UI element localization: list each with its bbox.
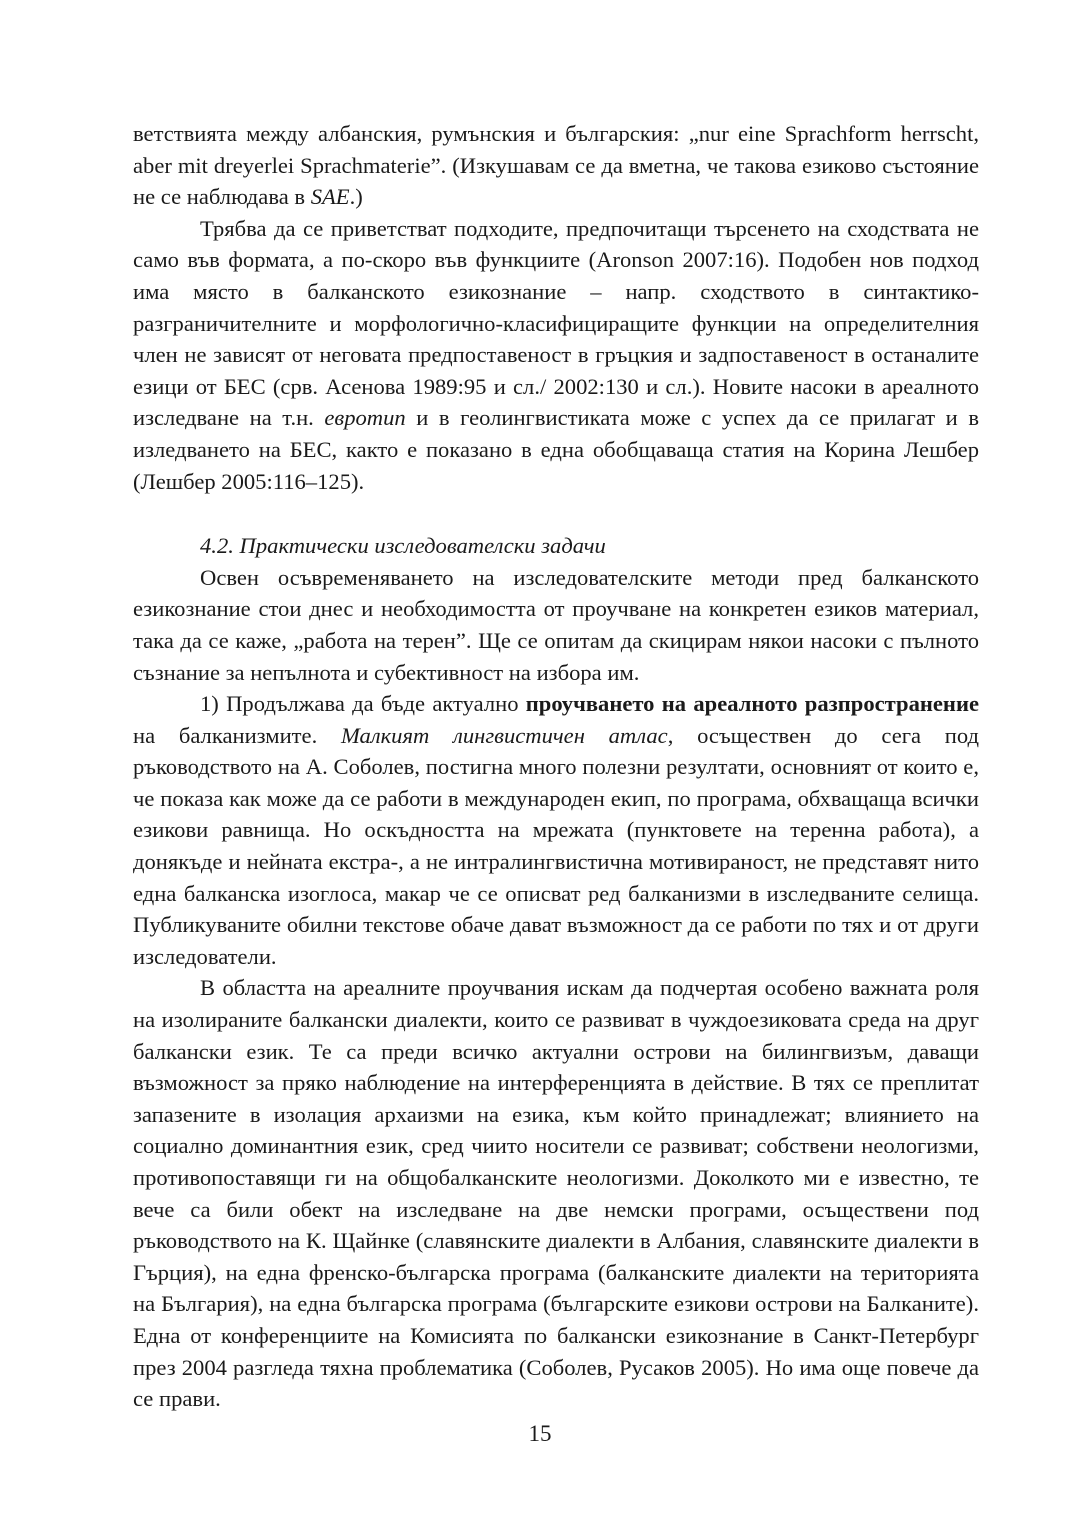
bold-term-areal: проучването на ареалното разпространение: [525, 691, 979, 717]
section-heading: 4.2. Практически изследователски задачи: [200, 533, 606, 559]
paragraph-approaches: Трябва да се приветстват подходите, предпочитащи търсенето на сходствата не само във формата, а по-скоро във функциите (Aronson 2007:16). Подобен нов подход има място в балканското езикознание – напр. сходството в синтактико-разграничителните и морфологично-класифициращите функции на определителния член не зависят от неговата предпоставеност в гръцкия и задпоставеност в останалите езици от БЕС (срв. Асенова 1989:95 и сл./ 2002:130 и сл.). Новите насоки в ареалното изследване на т.н. евротип и в геолингвистиката може с успех да се прилагат и в изледването на БЕС, както е показано в една обобщаваща статия на Корина Лешбер (Лешбер 2005:116–125).: [133, 215, 979, 494]
paragraph-practical-tasks: Освен осъвременяването на изследователските методи пред балканското езикознание стои днес и необходимостта от проучване на конкретен езиков материал, така да се каже, „работа на терен”. Ще се опитам да скицирам някои насоки с пълното съзнание за непълнота и субективност на избора им.: [133, 564, 979, 685]
italic-term-eurotype: евротип: [324, 405, 406, 431]
paragraph-continuation: ветствията между албанския, румънския и българския: „nur eine Sprachform herrscht, aber mit dreyerlei Sprachmaterie”. (Изкушавам се да вметна, че такова езиково състояние не се наблюдава в SAE.): [133, 121, 979, 210]
page-number: 15: [528, 1421, 552, 1446]
italic-term-sae: SAE: [310, 184, 350, 210]
paragraph-areal-distribution: 1) Продължава да бъде актуално проучването на ареалното разпространение на балканизмите. Малкият лингвистичен атлас, осъществен до сега под ръководството на А. Соболев, постигна много полезни резултати, основният от които е, че показа как може да се работи в международен екип, по програма, обхващаща всички езикови равнища. Но оскъдността на мрежата (пунктовете на теренна работа), а донякъде и нейната екстра-, а не интралингвистична мотивираност, не представят нито една балканска изоглоса, макар че се описват ред балканизми в изследваните селища. Публикуваните обилни текстове обаче дават възможност да се работи по тях и от други изследователи.: [133, 691, 979, 969]
page-body: [133, 118, 979, 1415]
italic-title-atlas: Малкият лингвистичен атлас: [340, 722, 668, 748]
paragraph-isolated-dialects: В областта на ареалните проучвания искам да подчертая особено важната роля на изолираните балкански диалекти, които се развиват в чуждоезиковата среда на друг балкански език. Те са преди всичко актуални острови на билингвизъм, даващи възможност за пряко наблюдение на интерференцията в действие. В тях се преплитат запазените в изолация архаизми на езика, към който принадлежат; влиянието на социално доминантния език, сред чиито носители се развиват; собствени неологизми, противопоставящи ги на общобалканските неологизми. Доколкото ми е известно, те вече са били обект на изследване на две немски програми, осъществени под ръководството на К. Щайнке (славянските диалекти в Албания, славянските диалекти в Гърция), на една френско-българска програма (балканските диалекти на територията на България), на една българска програма (българските езикови острови на Балканите). Една от конференциите на Комисията по балкански езикознание в Санкт-Петербург през 2004 разгледа тяхна проблематика (Соболев, Русаков 2005). Но има още повече да се прави.: [133, 975, 979, 1412]
